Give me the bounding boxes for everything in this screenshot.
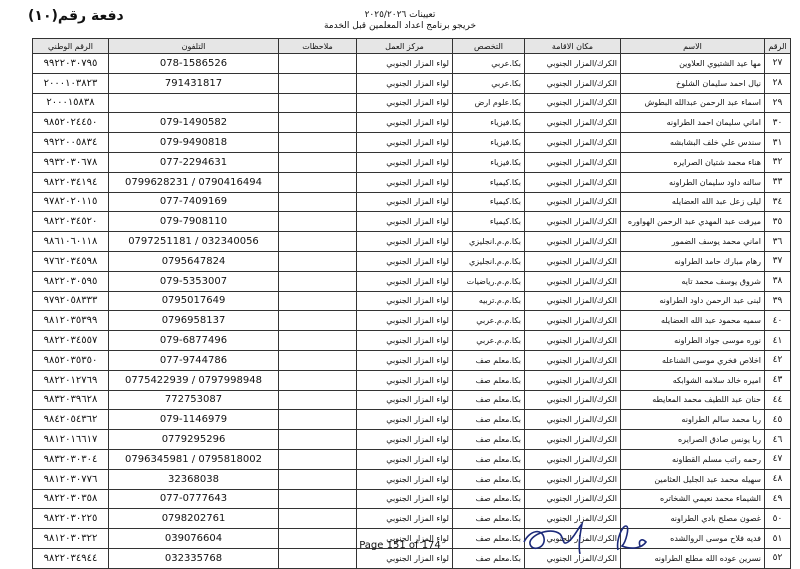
row-residence: الكرك/المزار الجنوبي — [525, 271, 621, 291]
row-work-center: لواء المزار الجنوبي — [357, 93, 453, 113]
col-header-work-center: مركز العمل — [357, 39, 453, 54]
row-name: رهام مبارك حامد الطراونه — [621, 251, 765, 271]
row-number: ٣٥ — [765, 212, 791, 232]
row-notes — [279, 489, 357, 509]
row-residence: الكرك/المزار الجنوبي — [525, 548, 621, 568]
col-header-national-id: الرقم الوطني — [33, 39, 109, 54]
table-row — [33, 548, 791, 568]
row-work-center: لواء المزار الجنوبي — [357, 529, 453, 549]
row-notes — [279, 469, 357, 489]
row-notes — [279, 509, 357, 529]
row-notes — [279, 54, 357, 74]
row-notes — [279, 232, 357, 252]
row-notes — [279, 73, 357, 93]
row-residence: الكرك/المزار الجنوبي — [525, 251, 621, 271]
row-residence: الكرك/المزار الجنوبي — [525, 311, 621, 331]
row-number: ٤٠ — [765, 311, 791, 331]
row-specialization: بكا.م.م.انجليزي — [453, 232, 525, 252]
row-work-center: لواء المزار الجنوبي — [357, 489, 453, 509]
table-row — [33, 430, 791, 450]
row-specialization: بكا.معلم صف — [453, 430, 525, 450]
row-notes — [279, 192, 357, 212]
row-name: اميره خالد سلامه الشوابكه — [621, 370, 765, 390]
row-national-id: ٢٠٠٠١٠٣٨٢٣ — [33, 73, 109, 93]
row-number: ٥١ — [765, 529, 791, 549]
table-row — [33, 212, 791, 232]
col-header-residence: مكان الاقامة — [525, 39, 621, 54]
row-name: ربا محمد سالم الطراونه — [621, 410, 765, 430]
row-name: فديه فلاح موسى الروالشده — [621, 529, 765, 549]
col-header-phone: التلفون — [109, 39, 279, 54]
row-national-id: ٢٠٠٠١٥٨٣٨ — [33, 93, 109, 113]
col-header-num: الرقم — [765, 39, 791, 54]
row-work-center: لواء المزار الجنوبي — [357, 133, 453, 153]
row-work-center: لواء المزار الجنوبي — [357, 469, 453, 489]
row-phone: 079-6877496 — [109, 331, 279, 351]
table-row — [33, 350, 791, 370]
table-row — [33, 232, 791, 252]
row-national-id: ٩٨٢٢٠٣٤٩٤٤ — [33, 548, 109, 568]
row-name: الشيماء محمد نعيمي الشخاتره — [621, 489, 765, 509]
row-residence: الكرك/المزار الجنوبي — [525, 291, 621, 311]
row-notes — [279, 133, 357, 153]
row-name: هناء محمد شتيان الصرايره — [621, 152, 765, 172]
row-name: اماني سليمان احمد الطراونه — [621, 113, 765, 133]
row-work-center: لواء المزار الجنوبي — [357, 331, 453, 351]
row-notes — [279, 410, 357, 430]
row-number: ٤٥ — [765, 410, 791, 430]
header-line-2: خريجو برنامج اعداد المعلمين قبل الخدمة — [323, 21, 477, 31]
row-number: ٣٤ — [765, 192, 791, 212]
row-specialization: بكا.كيمياء — [453, 192, 525, 212]
row-work-center: لواء المزار الجنوبي — [357, 192, 453, 212]
row-name: سهيله محمد عبد الجليل العثامين — [621, 469, 765, 489]
row-work-center: لواء المزار الجنوبي — [357, 311, 453, 331]
row-work-center: لواء المزار الجنوبي — [357, 509, 453, 529]
table-row — [33, 152, 791, 172]
row-notes — [279, 370, 357, 390]
row-specialization: بكا.معلم صف — [453, 390, 525, 410]
row-specialization: بكا.فيزياء — [453, 113, 525, 133]
row-name: رحمه راتب مسلم القطاونه — [621, 449, 765, 469]
row-phone: 0799628231 / 0790416494 — [109, 172, 279, 192]
row-residence: الكرك/المزار الجنوبي — [525, 390, 621, 410]
row-work-center: لواء المزار الجنوبي — [357, 430, 453, 450]
row-work-center: لواء المزار الجنوبي — [357, 113, 453, 133]
row-phone: 077-9744786 — [109, 350, 279, 370]
row-national-id: ٩٨١٢٠٣٠٧٧٦ — [33, 469, 109, 489]
row-name: سندس علي خلف البشابشه — [621, 133, 765, 153]
row-phone: 0779295296 — [109, 430, 279, 450]
table-row — [33, 172, 791, 192]
row-national-id: ٩٨٢٢٠٣٠٥٩٥ — [33, 271, 109, 291]
row-national-id: ٩٨٢٢٠٣٠٢٢٥ — [33, 509, 109, 529]
row-phone: 039076604 — [109, 529, 279, 549]
row-name: غصون مصلح بادي الطراونه — [621, 509, 765, 529]
row-work-center: لواء المزار الجنوبي — [357, 271, 453, 291]
row-specialization: بكا.علوم ارض — [453, 93, 525, 113]
row-residence: الكرك/المزار الجنوبي — [525, 449, 621, 469]
row-work-center: لواء المزار الجنوبي — [357, 172, 453, 192]
row-work-center: لواء المزار الجنوبي — [357, 449, 453, 469]
row-phone: 077-2294631 — [109, 152, 279, 172]
row-phone: 32368038 — [109, 469, 279, 489]
table-row — [33, 509, 791, 529]
row-specialization: بكا.كيمياء — [453, 212, 525, 232]
row-work-center: لواء المزار الجنوبي — [357, 548, 453, 568]
row-name: نسرين عوده الله مطلع الطراونه — [621, 548, 765, 568]
row-number: ٤٩ — [765, 489, 791, 509]
row-specialization: بكا.م.م.انجليزي — [453, 251, 525, 271]
row-work-center: لواء المزار الجنوبي — [357, 152, 453, 172]
row-number: ٣٣ — [765, 172, 791, 192]
row-number: ٤٢ — [765, 350, 791, 370]
row-phone: 078-1586526 — [109, 54, 279, 74]
col-header-specialization: التخصص — [453, 39, 525, 54]
signature-2-icon — [612, 520, 652, 558]
row-number: ٢٩ — [765, 93, 791, 113]
row-specialization: بكا.معلم صف — [453, 489, 525, 509]
row-residence: الكرك/المزار الجنوبي — [525, 529, 621, 549]
row-national-id: ٩٨٢٢٠٣٤١٩٤ — [33, 172, 109, 192]
row-residence: الكرك/المزار الجنوبي — [525, 192, 621, 212]
row-work-center: لواء المزار الجنوبي — [357, 212, 453, 232]
row-phone: 0795017649 — [109, 291, 279, 311]
row-phone: 0796958137 — [109, 311, 279, 331]
row-number: ٣١ — [765, 133, 791, 153]
table-row — [33, 192, 791, 212]
batch-number: دفعة رقم(١٠) — [28, 8, 124, 24]
row-phone: 079-9490818 — [109, 133, 279, 153]
row-name: ربا يونس صادق الصرايره — [621, 430, 765, 450]
row-national-id: ٩٨٣٢٠٣٠٣٠٤ — [33, 449, 109, 469]
row-national-id: ٩٨٤٢٠٥٤٣٦٢ — [33, 410, 109, 430]
row-work-center: لواء المزار الجنوبي — [357, 54, 453, 74]
row-number: ٥٢ — [765, 548, 791, 568]
row-specialization: بكا.فيزياء — [453, 133, 525, 153]
row-residence: الكرك/المزار الجنوبي — [525, 133, 621, 153]
row-notes — [279, 291, 357, 311]
row-phone: 791431817 — [109, 73, 279, 93]
row-residence: الكرك/المزار الجنوبي — [525, 93, 621, 113]
row-notes — [279, 93, 357, 113]
row-residence: الكرك/المزار الجنوبي — [525, 73, 621, 93]
row-specialization: بكا.معلم صف — [453, 410, 525, 430]
row-national-id: ٩٨٣٢٠٣٩٦٢٨ — [33, 390, 109, 410]
table-row — [33, 93, 791, 113]
row-name: حنان عبد اللطيف محمد المعايطه — [621, 390, 765, 410]
row-phone: 0795647824 — [109, 251, 279, 271]
row-residence: الكرك/المزار الجنوبي — [525, 370, 621, 390]
row-residence: الكرك/المزار الجنوبي — [525, 410, 621, 430]
row-number: ٣٧ — [765, 251, 791, 271]
row-residence: الكرك/المزار الجنوبي — [525, 232, 621, 252]
row-national-id: ٩٨١٢٠١٦٦١٧ — [33, 430, 109, 450]
row-national-id: ٩٨٢٢٠١٢٧٦٩ — [33, 370, 109, 390]
table-row — [33, 390, 791, 410]
col-header-name: الاسم — [621, 39, 765, 54]
row-number: ٤٦ — [765, 430, 791, 450]
row-phone: 032335768 — [109, 548, 279, 568]
row-national-id: ٩٨٢٢٠٣٤٥٥٧ — [33, 331, 109, 351]
row-number: ٤١ — [765, 331, 791, 351]
row-specialization: بكا.معلم صف — [453, 548, 525, 568]
row-specialization: بكا.م.م.رياضيات — [453, 271, 525, 291]
row-name: اسماء عبد الرحمن عبدالله البطوش — [621, 93, 765, 113]
row-national-id: ٩٩٣٢٠٣٠٦٧٨ — [33, 152, 109, 172]
row-notes — [279, 311, 357, 331]
page-footer: Page 151 of 174 — [359, 540, 441, 551]
table-row — [33, 271, 791, 291]
table-row — [33, 251, 791, 271]
row-phone: 079-1146979 — [109, 410, 279, 430]
table-row — [33, 370, 791, 390]
row-specialization: بكا.معلم صف — [453, 509, 525, 529]
row-residence: الكرك/المزار الجنوبي — [525, 113, 621, 133]
row-number: ٣٨ — [765, 271, 791, 291]
table-row — [33, 331, 791, 351]
row-specialization: بكا.معلم صف — [453, 370, 525, 390]
table-row — [33, 133, 791, 153]
row-work-center: لواء المزار الجنوبي — [357, 410, 453, 430]
row-name: ليلى زعل عبد الله العضايله — [621, 192, 765, 212]
row-name: مها عيد الشتيوي العلاوين — [621, 54, 765, 74]
row-name: اخلاص فخري موسى الشناعله — [621, 350, 765, 370]
row-national-id: ٩٨٢٢٠٣٤٥٢٠ — [33, 212, 109, 232]
row-work-center: لواء المزار الجنوبي — [357, 232, 453, 252]
row-national-id: ٩٧٦٢٠٣٤٥٩٨ — [33, 251, 109, 271]
row-phone: 0798202761 — [109, 509, 279, 529]
row-specialization: بكا.معلم صف — [453, 469, 525, 489]
table-row — [33, 469, 791, 489]
row-residence: الكرك/المزار الجنوبي — [525, 489, 621, 509]
row-national-id: ٩٧٨٢٠٢٠١١٥ — [33, 192, 109, 212]
row-number: ٤٨ — [765, 469, 791, 489]
row-notes — [279, 449, 357, 469]
col-header-notes: ملاحظات — [279, 39, 357, 54]
row-notes — [279, 390, 357, 410]
row-national-id: ٩٩٢٢٠٣٠٧٩٥ — [33, 54, 109, 74]
table-row — [33, 54, 791, 74]
signature-1-icon — [520, 520, 590, 558]
row-notes — [279, 350, 357, 370]
row-specialization: بكا.معلم صف — [453, 529, 525, 549]
row-notes — [279, 548, 357, 568]
row-specialization: بكا.كيمياء — [453, 172, 525, 192]
row-work-center: لواء المزار الجنوبي — [357, 291, 453, 311]
row-name: نوره موسى جواد الطراونه — [621, 331, 765, 351]
row-phone: 0797251181 / 032340056 — [109, 232, 279, 252]
row-name: سالنه داود سليمان الطراونه — [621, 172, 765, 192]
row-specialization: بكا.م.م.عربي — [453, 331, 525, 351]
appointments-table — [32, 38, 791, 569]
row-notes — [279, 331, 357, 351]
row-specialization: بكا.فيزياء — [453, 152, 525, 172]
table-row — [33, 291, 791, 311]
row-number: ٤٣ — [765, 370, 791, 390]
row-national-id: ٩٧٩٢٠٥٨٣٣٣ — [33, 291, 109, 311]
row-notes — [279, 152, 357, 172]
row-phone: 0775422939 / 0797998948 — [109, 370, 279, 390]
table-row — [33, 73, 791, 93]
row-notes — [279, 212, 357, 232]
row-national-id: ٩٨١٢٠٣٠٣٢٢ — [33, 529, 109, 549]
row-residence: الكرك/المزار الجنوبي — [525, 509, 621, 529]
row-number: ٣٩ — [765, 291, 791, 311]
row-residence: الكرك/المزار الجنوبي — [525, 54, 621, 74]
row-residence: الكرك/المزار الجنوبي — [525, 331, 621, 351]
row-name: نيال احمد سليمان الشلوخ — [621, 73, 765, 93]
row-residence: الكرك/المزار الجنوبي — [525, 350, 621, 370]
row-work-center: لواء المزار الجنوبي — [357, 73, 453, 93]
row-phone: 079-5353007 — [109, 271, 279, 291]
row-work-center: لواء المزار الجنوبي — [357, 390, 453, 410]
row-national-id: ٩٨٢٢٠٣٠٣٥٨ — [33, 489, 109, 509]
row-number: ٢٧ — [765, 54, 791, 74]
row-work-center: لواء المزار الجنوبي — [357, 350, 453, 370]
row-specialization: بكا.معلم صف — [453, 449, 525, 469]
row-name: سميه محمود عبد الله العضايله — [621, 311, 765, 331]
table-row — [33, 113, 791, 133]
row-residence: الكرك/المزار الجنوبي — [525, 152, 621, 172]
row-work-center: لواء المزار الجنوبي — [357, 251, 453, 271]
row-phone: 772753087 — [109, 390, 279, 410]
row-specialization: بكا.عربي — [453, 54, 525, 74]
row-phone: 0796345981 / 0795818002 — [109, 449, 279, 469]
row-number: ٣٠ — [765, 113, 791, 133]
row-number: ٤٤ — [765, 390, 791, 410]
row-notes — [279, 172, 357, 192]
row-national-id: ٩٨٥٢٠٣٥٣٥٠ — [33, 350, 109, 370]
row-notes — [279, 271, 357, 291]
row-name: ميرفت عبد المهدي عبد الرحمن الهواوره — [621, 212, 765, 232]
row-name: شروق يوسف محمد تايه — [621, 271, 765, 291]
row-residence: الكرك/المزار الجنوبي — [525, 469, 621, 489]
row-number: ٢٨ — [765, 73, 791, 93]
row-specialization: بكا.عربي — [453, 73, 525, 93]
row-notes — [279, 251, 357, 271]
row-name: اماني محمد يوسف الضمور — [621, 232, 765, 252]
table-row — [33, 449, 791, 469]
row-name: لبنى عبد الرحمن داود الطراونه — [621, 291, 765, 311]
row-national-id: ٩٨١٢٠٣٥٣٩٩ — [33, 311, 109, 331]
row-specialization: بكا.م.م.عربي — [453, 311, 525, 331]
row-residence: الكرك/المزار الجنوبي — [525, 172, 621, 192]
row-notes — [279, 430, 357, 450]
row-number: ٣٦ — [765, 232, 791, 252]
row-phone — [109, 93, 279, 113]
table-header-row — [33, 39, 791, 54]
row-specialization: بكا.معلم صف — [453, 350, 525, 370]
row-residence: الكرك/المزار الجنوبي — [525, 212, 621, 232]
row-phone: 077-0777643 — [109, 489, 279, 509]
row-number: ٤٧ — [765, 449, 791, 469]
row-national-id: ٩٩٢٢٠٠٥٨٣٤ — [33, 133, 109, 153]
table-row — [33, 410, 791, 430]
header-line-1: تعيينات ٢٠٢٥/٢٠٢٦ — [364, 10, 436, 20]
row-national-id: ٩٨٥٢٠٢٤٤٥٠ — [33, 113, 109, 133]
row-national-id: ٩٨٦١٠٦٠١١٨ — [33, 232, 109, 252]
row-work-center: لواء المزار الجنوبي — [357, 370, 453, 390]
row-phone: 077-7409169 — [109, 192, 279, 212]
row-specialization: بكا.م.م.تربيه — [453, 291, 525, 311]
row-phone: 079-7908110 — [109, 212, 279, 232]
table-row — [33, 489, 791, 509]
row-notes — [279, 113, 357, 133]
table-row — [33, 311, 791, 331]
row-phone: 079-1490582 — [109, 113, 279, 133]
row-number: ٣٢ — [765, 152, 791, 172]
row-number: ٥٠ — [765, 509, 791, 529]
row-residence: الكرك/المزار الجنوبي — [525, 430, 621, 450]
